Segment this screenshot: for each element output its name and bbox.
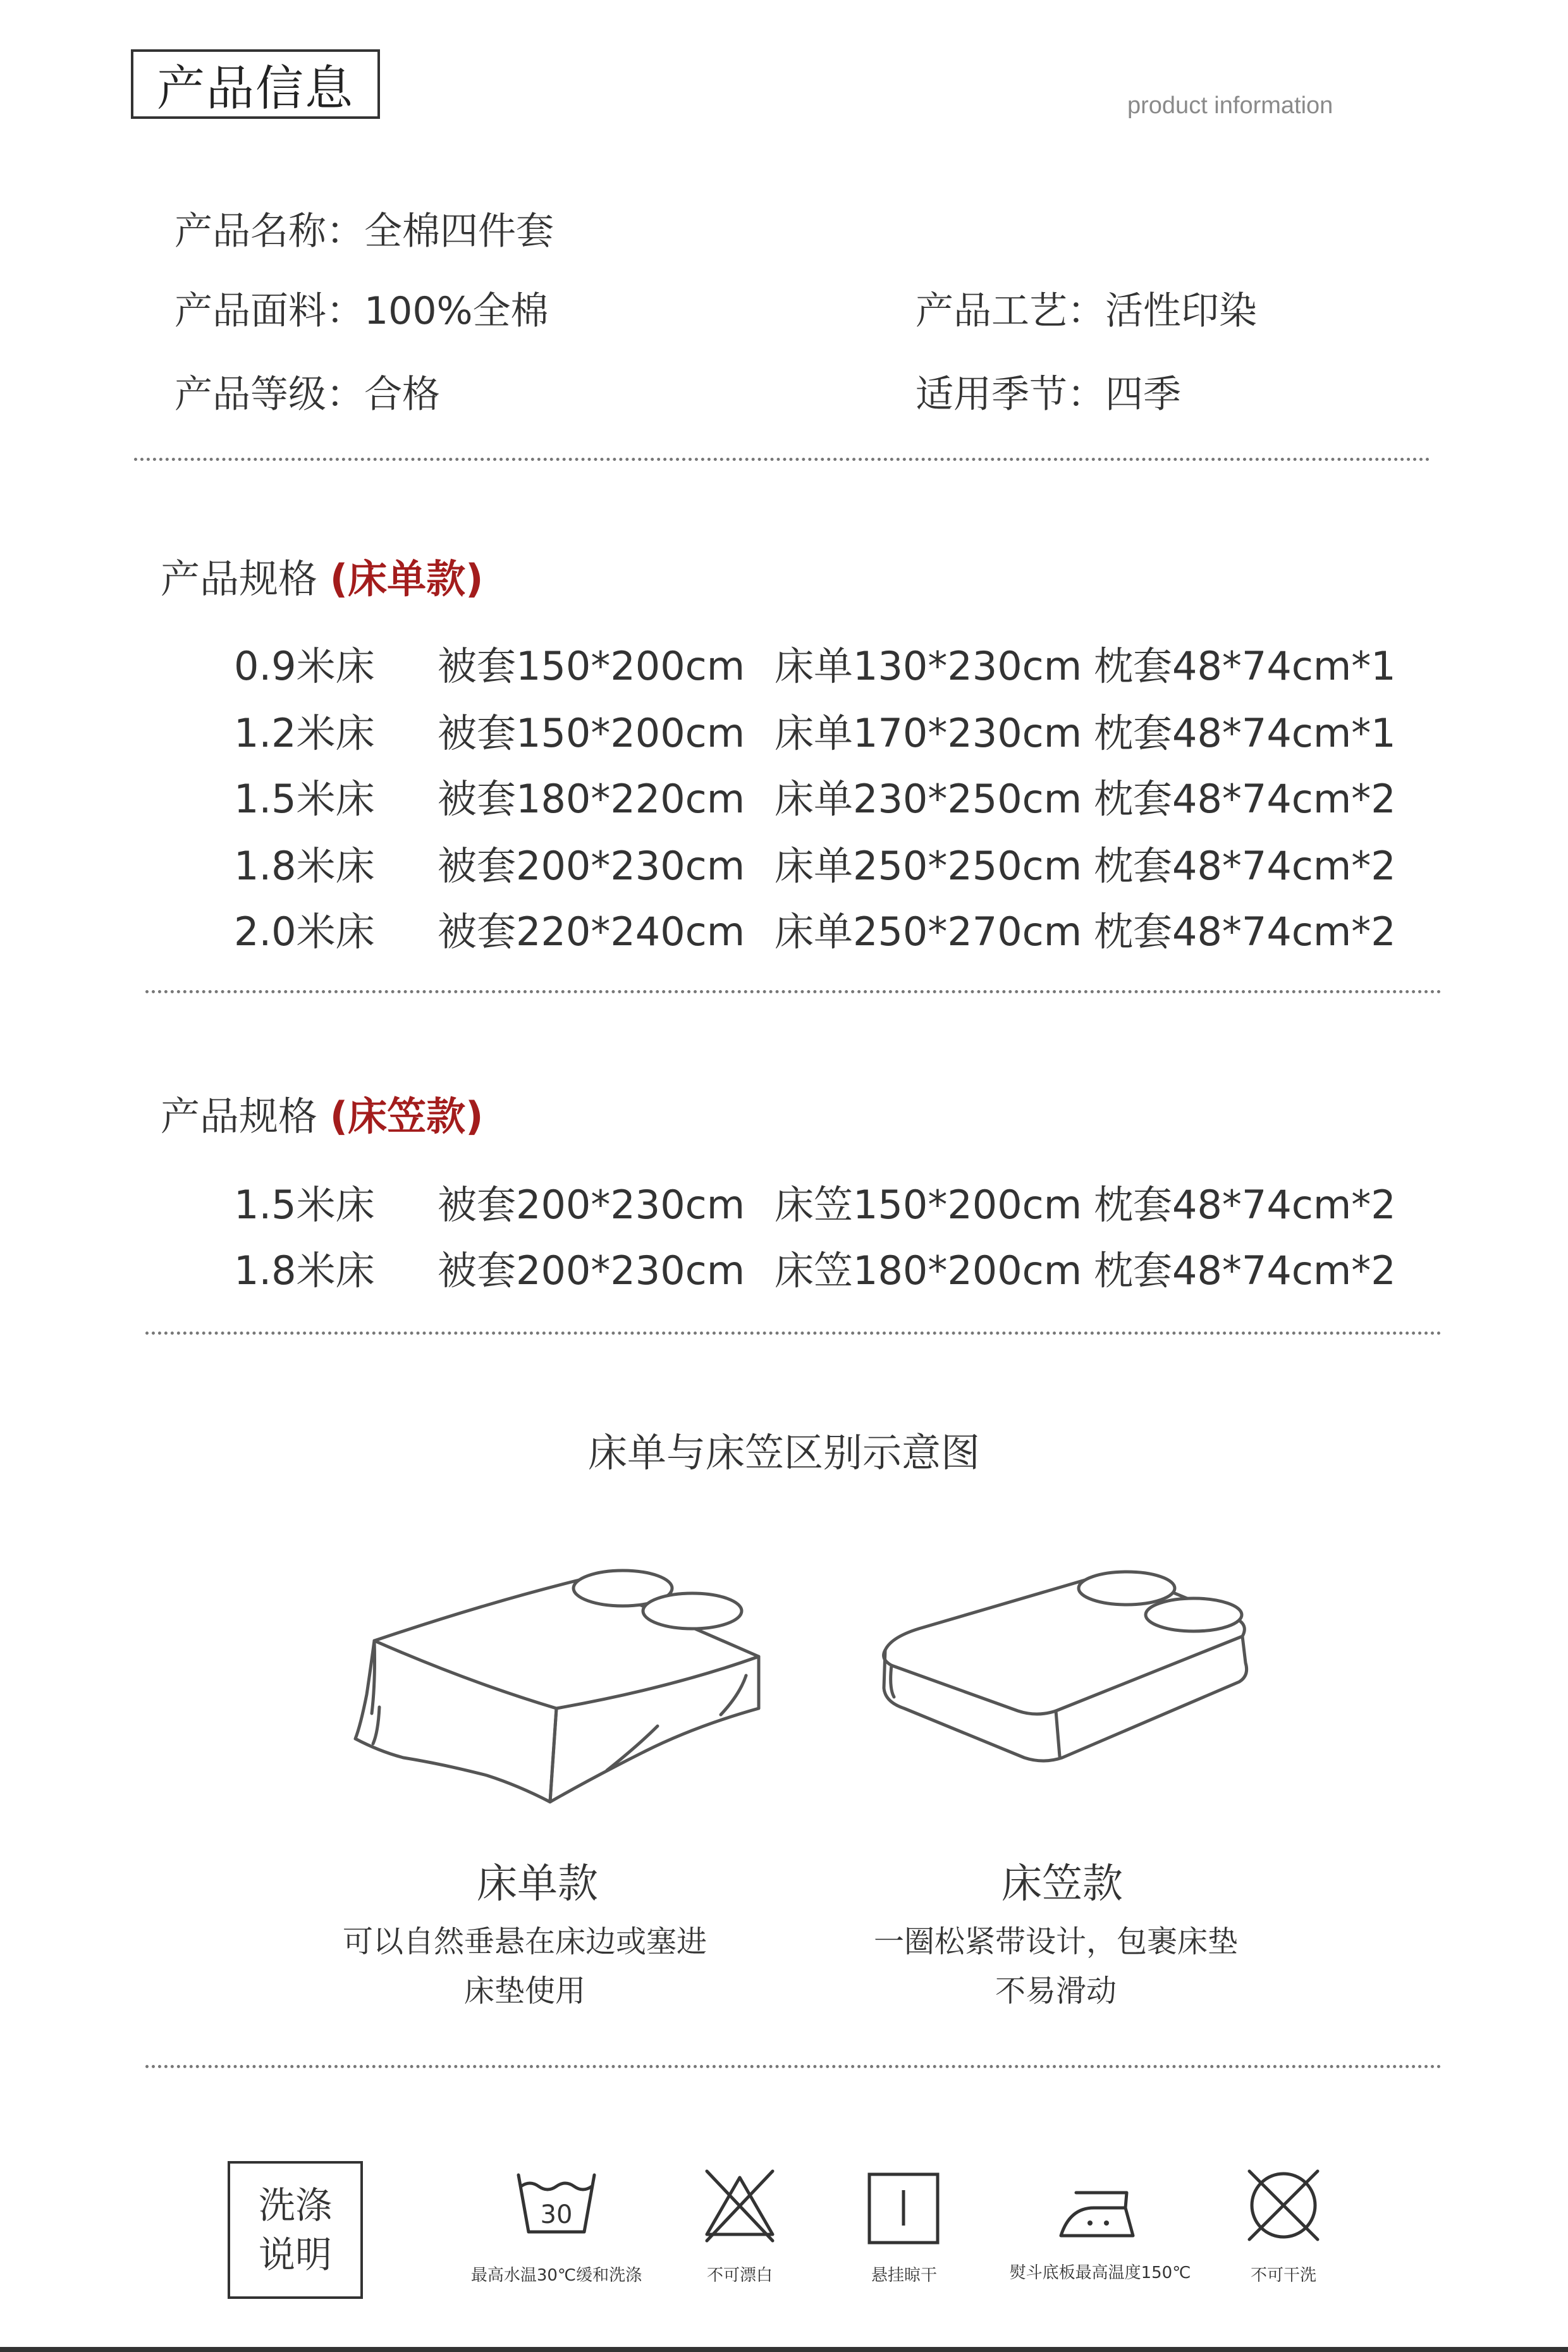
hang-dry-label: 悬挂晾干	[871, 2266, 937, 2285]
fitted-sheet-desc-line1: 一圈松紧带设计，包裹床垫	[873, 1924, 1238, 1959]
duvet-size: 被套200*230cm	[438, 1247, 745, 1294]
spec-row	[234, 635, 1396, 698]
sheet-size: 床单250*270cm	[775, 909, 1082, 955]
spec-sheet-title-prefix: 产品规格	[161, 556, 318, 602]
flat-sheet-label: 床单款	[477, 1861, 598, 1908]
spec-sheet-title	[161, 548, 483, 604]
bed-size: 1.8米床	[234, 1247, 375, 1294]
bed-size: 1.5米床	[234, 776, 375, 822]
spec-row	[234, 1239, 1396, 1302]
page-title: 产品信息	[131, 49, 380, 119]
hang-dry-icon	[866, 2171, 941, 2246]
divider	[145, 2065, 1442, 2068]
duvet-size: 被套200*230cm	[438, 843, 745, 889]
pillowcase-size: 枕套48*74cm*2	[1094, 776, 1396, 822]
spec-row	[234, 1173, 1396, 1237]
bottom-border	[0, 2347, 1568, 2352]
fitted-sheet-label: 床笠款	[1001, 1861, 1123, 1908]
pillowcase-size: 枕套48*74cm*2	[1094, 909, 1396, 955]
fitted-sheet-size: 床笠150*200cm	[775, 1182, 1082, 1228]
divider	[134, 458, 1430, 461]
sheet-size: 床单130*230cm	[775, 643, 1082, 689]
pillowcase-size: 枕套48*74cm*1	[1094, 643, 1396, 689]
no-dry-clean-icon	[1243, 2165, 1324, 2246]
no-bleach-icon	[701, 2166, 779, 2245]
fitted-sheet-bed-icon	[866, 1562, 1258, 1789]
info-season: 适用季节：四季	[916, 372, 1181, 417]
info-grade: 产品等级：合格	[175, 372, 440, 417]
flat-sheet-desc-line1: 可以自然垂悬在床边或塞进	[342, 1924, 707, 1959]
flat-sheet-bed-icon	[341, 1543, 771, 1808]
pillowcase-size: 枕套48*74cm*2	[1094, 1247, 1396, 1294]
wash-label: 最高水温30℃缓和洗涤	[470, 2266, 642, 2285]
spec-row	[234, 702, 1396, 765]
wash-instructions-title	[228, 2161, 363, 2299]
iron-icon	[1057, 2185, 1138, 2241]
fitted-sheet-desc-line2: 不易滑动	[995, 1973, 1117, 2009]
sheet-size: 床单250*250cm	[775, 843, 1082, 889]
duvet-size: 被套150*200cm	[438, 710, 745, 756]
no-bleach-label: 不可漂白	[706, 2266, 773, 2285]
info-name: 产品名称：全棉四件套	[175, 209, 554, 254]
page-subtitle: product information	[1127, 92, 1333, 119]
duvet-size: 被套200*230cm	[438, 1182, 745, 1228]
bed-size: 1.5米床	[234, 1182, 375, 1228]
sheet-size: 床单170*230cm	[775, 710, 1082, 756]
spec-fitted-title	[161, 1085, 483, 1141]
no-dry-clean-label: 不可干洗	[1250, 2266, 1316, 2285]
diagram-title: 床单与床笠区别示意图	[587, 1430, 980, 1476]
spec-fitted-title-prefix: 产品规格	[161, 1093, 318, 1139]
fitted-sheet-size: 床笠180*200cm	[775, 1247, 1082, 1294]
iron-label: 熨斗底板最高温度150℃	[1009, 2263, 1191, 2282]
divider	[145, 1332, 1442, 1335]
bed-size: 2.0米床	[234, 909, 375, 955]
bed-size: 0.9米床	[234, 643, 375, 689]
bed-size: 1.8米床	[234, 843, 375, 889]
pillowcase-size: 枕套48*74cm*2	[1094, 843, 1396, 889]
spec-row	[234, 835, 1396, 898]
duvet-size: 被套220*240cm	[438, 909, 745, 955]
wash-temp: 30	[540, 2200, 573, 2229]
pillowcase-size: 枕套48*74cm*1	[1094, 710, 1396, 756]
wash-title-line2: 说明	[258, 2233, 332, 2276]
spec-row	[234, 900, 1396, 964]
pillowcase-size: 枕套48*74cm*2	[1094, 1182, 1396, 1228]
sheet-size: 床单230*250cm	[775, 776, 1082, 822]
wash-30-icon	[515, 2171, 598, 2241]
flat-sheet-desc-line2: 床垫使用	[463, 1973, 585, 2009]
duvet-size: 被套180*220cm	[438, 776, 745, 822]
spec-row	[234, 768, 1396, 831]
bed-size: 1.2米床	[234, 710, 375, 756]
info-fabric: 产品面料：100%全棉	[175, 289, 549, 333]
wash-title-line1: 洗涤	[258, 2184, 332, 2227]
duvet-size: 被套150*200cm	[438, 643, 745, 689]
spec-fitted-title-accent: (床笠款)	[329, 1093, 484, 1139]
info-craft: 产品工艺：活性印染	[916, 289, 1257, 333]
divider	[145, 990, 1442, 993]
spec-sheet-title-accent: (床单款)	[329, 556, 484, 602]
